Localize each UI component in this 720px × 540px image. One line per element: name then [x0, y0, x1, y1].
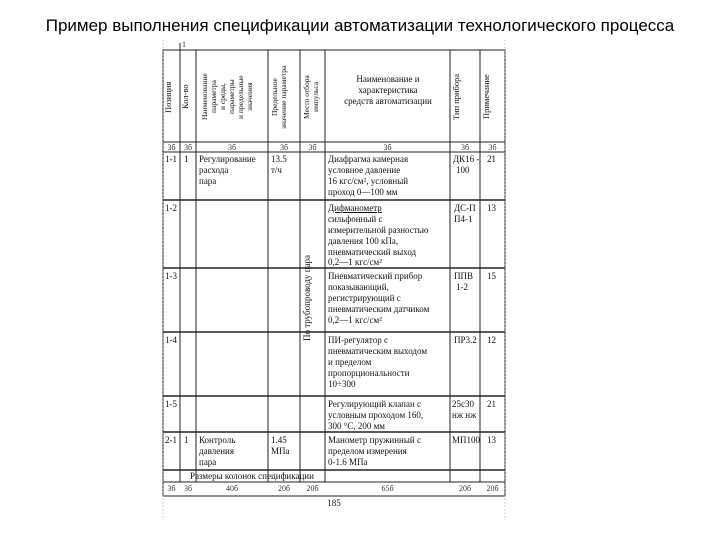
- row-1-value-2: т/ч: [271, 165, 282, 175]
- row-1-value-1: 13.5: [271, 154, 287, 164]
- col-width-1: 3б: [167, 143, 176, 152]
- row-2-type-2: П4-1: [454, 214, 473, 224]
- row-1-type-1: ДК16 -: [453, 154, 480, 164]
- top-marker: 1: [182, 40, 186, 49]
- row-6-device-1: Манометр пружинный с: [328, 435, 421, 445]
- footer-label: Размеры колонок спецификации: [190, 471, 314, 481]
- header-param-name: Наименование параметра и среды, параметры и предельные значения: [200, 73, 254, 121]
- col-width-8: 3б: [488, 143, 497, 152]
- col-width-3: 3б: [227, 143, 237, 152]
- row-6-device-3: 0-1.6 МПа: [328, 457, 368, 467]
- row-2-device-1: Дифманометр: [328, 203, 382, 213]
- footer-width-4: 20б: [277, 484, 291, 493]
- header-location: Место отбора импульса: [302, 75, 320, 119]
- header-position: Позиция: [163, 81, 173, 113]
- col-width-2: 3б: [183, 143, 193, 152]
- header-qty: Кол-во: [180, 84, 190, 110]
- row-3-position: 1-3: [165, 271, 177, 281]
- row-6-param-1: Контроль: [199, 435, 236, 445]
- row-1-position: 1-1: [165, 154, 177, 164]
- row-1-device-4: проход 0—100 мм: [328, 187, 398, 197]
- row-2-device-2: сильфонный с: [328, 214, 383, 224]
- row-5-device-1: Регулирующий клапан с: [328, 399, 422, 409]
- footer-width-1: 3б: [167, 484, 176, 493]
- row-6-value-1: 1.45: [271, 435, 287, 445]
- col-width-6: 3б: [383, 143, 392, 152]
- specification-sheet: [160, 40, 512, 522]
- row-1-device-3: 16 кгс/см², условный: [328, 176, 409, 186]
- row-4-note: 12: [487, 335, 496, 345]
- row-3-type-1: ППВ: [454, 271, 474, 281]
- row-5-device-2: условным проходом 160,: [328, 410, 424, 420]
- row-4-device-5: 10÷300: [328, 379, 356, 389]
- row-3-device-4: пневматическим датчиком: [328, 304, 430, 314]
- header-note: Примечание: [481, 74, 491, 120]
- row-6-qty: 1: [184, 435, 189, 445]
- footer-width-8: 20б: [486, 484, 499, 493]
- row-3-device-2: показывающий,: [328, 282, 389, 292]
- footer-width-3: 40б: [225, 484, 239, 493]
- row-4-position: 1-4: [165, 335, 177, 345]
- row-4-device-3: и пределом: [328, 357, 372, 367]
- row-3-device-3: регистрирующий с: [328, 293, 401, 303]
- row-1-param-2: расхода: [199, 165, 229, 175]
- row-2-type-1: ДС-П: [454, 203, 476, 213]
- footer-width-6: 65б: [381, 484, 394, 493]
- header-device-name: Наименование и характеристика средств автоматизации: [344, 74, 432, 106]
- col-width-7: 3б: [460, 143, 470, 152]
- row-4-device-1: ПИ-регулятор с: [328, 335, 388, 345]
- row-5-position: 1-5: [165, 399, 177, 409]
- row-3-device-5: 0,2—1 кгс/см²: [328, 315, 382, 325]
- header-type: Тип прибора: [451, 73, 461, 121]
- row-2-device-6: 0,2—1 кгс/см²: [328, 257, 382, 267]
- footer-total: 185: [327, 498, 341, 508]
- row-1-qty: 1: [184, 154, 189, 164]
- row-4-type-1: ПР3.2: [454, 335, 477, 345]
- row-3-note: 15: [487, 271, 496, 281]
- row-2-position: 1-2: [165, 203, 177, 213]
- row-1-note: 21: [487, 154, 496, 164]
- row-6-device-2: пределом измерения: [328, 446, 407, 456]
- row-2-note: 13: [487, 203, 496, 213]
- row-3-device-1: Пневматический прибор: [328, 271, 423, 281]
- location-vertical: По трубопроводу пара: [302, 255, 312, 342]
- row-5-type-1: 25с30: [452, 399, 474, 409]
- row-1-device-2: условное давление: [328, 165, 401, 175]
- row-6-value-2: МПа: [271, 446, 290, 456]
- row-4-device-2: пневматическим выходом: [328, 346, 428, 356]
- row-1-type-2: 100: [456, 165, 470, 175]
- row-6-position: 2-1: [165, 435, 177, 445]
- row-6-note: 13: [487, 435, 496, 445]
- row-6-param-3: пара: [199, 457, 217, 467]
- footer-width-2: 3б: [183, 484, 193, 493]
- col-width-5: 3б: [308, 143, 317, 152]
- row-1-param-3: пара: [199, 176, 217, 186]
- row-4-device-4: пропорциональности: [328, 368, 410, 378]
- row-6-param-2: давления: [199, 446, 234, 456]
- row-6-type-1: МП100: [452, 435, 481, 445]
- row-1-param-1: Регулирование: [199, 154, 256, 164]
- slide-title: Пример выполнения спецификации автоматизации технологического процесса: [45, 16, 675, 35]
- header-work-values: Предельное значение параметра: [270, 65, 288, 129]
- col-width-4: 3б: [279, 143, 289, 152]
- row-1-device-1: Диафрагма камерная: [328, 154, 409, 164]
- footer-width-5: 20б: [306, 484, 319, 493]
- row-5-type-2: нж нж: [452, 410, 477, 420]
- row-2-device-4: давления 100 кПа,: [328, 236, 399, 246]
- row-2-device-5: пневматический выход: [328, 247, 417, 257]
- footer-width-7: 20б: [458, 484, 472, 493]
- row-5-note: 21: [487, 399, 496, 409]
- row-5-device-3: 300 °С, 200 мм: [328, 421, 385, 431]
- row-3-type-2: 1-2: [456, 282, 468, 292]
- row-2-device-3: измерительной разностью: [328, 225, 429, 235]
